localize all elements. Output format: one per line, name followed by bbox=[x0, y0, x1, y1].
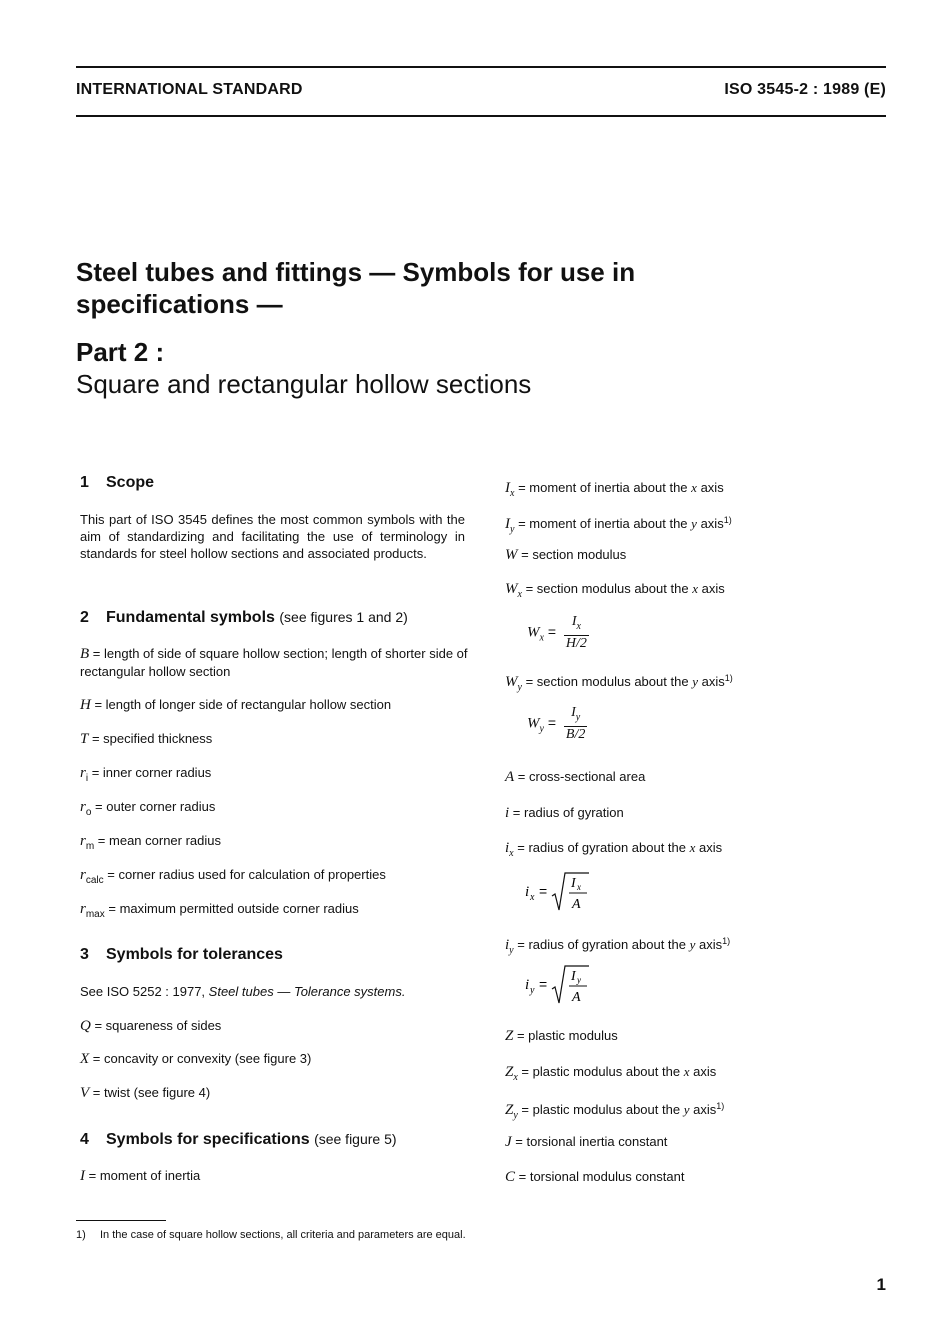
symbol-entry-H: H = length of longer side of rectangular hollow section bbox=[80, 697, 392, 713]
fraction-Ix-over-H2: $\frac{I_x}{H/2}$ bbox=[565, 614, 587, 651]
symbol-entry-X: X = concavity or convexity (see figure 3) bbox=[80, 1051, 312, 1067]
svg-text:=: = bbox=[539, 883, 548, 899]
svg-text:x: x bbox=[530, 892, 535, 903]
section-heading-specifications: 4 Symbols for specifications (see figure 5) bbox=[80, 1131, 397, 1148]
sqrt-formula-iy bbox=[525, 963, 605, 1009]
svg-text:y: y bbox=[577, 975, 581, 985]
scope-text: This part of ISO 3545 defines the most common symbols with the aim of standardizing and facilitating the use of terminology in standards for steel hollow sections and associated products. bbox=[80, 512, 465, 561]
page-number: 1 bbox=[876, 1275, 886, 1294]
symbol-entry-Wx: $W_x$ = section modulus about the x axis bbox=[505, 581, 725, 600]
symbol-entry-Wy: $W_y$ = section modulus about the y axis$^{1)}$ bbox=[505, 673, 733, 693]
symbol-entry-B: B = length of side of square hollow section; length of shorter side of rectangular hollow section bbox=[80, 646, 468, 679]
sqrt-formula-ix bbox=[525, 870, 605, 916]
section-heading-fundamental: 2 Fundamental symbols (see figures 1 and 2) bbox=[80, 609, 408, 626]
part-subtitle: Square and rectangular hollow sections bbox=[76, 369, 532, 399]
symbol-entry-W: W = section modulus bbox=[505, 547, 627, 563]
symbol-entry-ix: $i_x$ = radius of gyration about the x axis bbox=[505, 840, 723, 859]
symbol-entry-T: T = specified thickness bbox=[80, 731, 213, 747]
svg-text:x: x bbox=[577, 882, 581, 892]
formula-Wy: $W_y$ = $\frac{I_y}{B/2}$ bbox=[527, 705, 586, 742]
section-heading-tolerances: 3 Symbols for tolerances bbox=[80, 946, 283, 963]
title-line-2: specifications — bbox=[76, 289, 283, 319]
symbol-entry-ri: $r_i$ = inner corner radius bbox=[80, 765, 212, 784]
svg-text:A: A bbox=[572, 990, 581, 1005]
symbol-entry-ro: $r_o$ = outer corner radius bbox=[80, 799, 216, 818]
symbol-entry-rm: $r_m$ = mean corner radius bbox=[80, 833, 222, 852]
svg-text:=: = bbox=[539, 976, 548, 992]
svg-text:y: y bbox=[530, 985, 535, 996]
footnote-rule bbox=[76, 1220, 166, 1221]
symbol-entry-Zy: $Z_y$ = plastic modulus about the y axis$^{1)}$ bbox=[505, 1101, 725, 1121]
symbol-entry-iy: $i_y$ = radius of gyration about the y axis$^{1)}$ bbox=[505, 936, 731, 956]
symbol-entry-C: C = torsional modulus constant bbox=[505, 1169, 685, 1185]
footnote: 1) In the case of square hollow sections, all criteria and parameters are equal. bbox=[76, 1229, 466, 1241]
symbol-entry-Iy: $I_y$ = moment of inertia about the y axis$^{1)}$ bbox=[505, 515, 732, 535]
header-rule bbox=[76, 115, 886, 117]
svg-text:I: I bbox=[571, 969, 576, 984]
symbol-entry-rmax: $r_{max}$ = maximum permitted outside corner radius bbox=[80, 901, 359, 920]
header-left: INTERNATIONAL STANDARD bbox=[76, 81, 303, 98]
symbol-entry-Z: Z = plastic modulus bbox=[505, 1028, 618, 1044]
header-right: ISO 3545-2 : 1989 (E) bbox=[724, 81, 886, 98]
formula-iy bbox=[525, 963, 605, 1012]
symbol-entry-i: i = radius of gyration bbox=[505, 805, 624, 821]
tolerances-reference: See ISO 5252 : 1977, Steel tubes — Tolerance systems. bbox=[80, 984, 406, 999]
fraction-Iy-over-B2: $\frac{I_y}{B/2}$ bbox=[565, 705, 586, 742]
formula-ix bbox=[525, 870, 605, 919]
symbol-entry-A: A = cross-sectional area bbox=[505, 769, 646, 785]
symbol-entry-rcalc: $r_{calc}$ = corner radius used for calculation of properties bbox=[80, 867, 386, 886]
symbol-entry-Q: Q = squareness of sides bbox=[80, 1018, 222, 1034]
part-label: Part 2 : bbox=[76, 337, 165, 367]
symbol-entry-Ix: $I_x$ = moment of inertia about the x axis bbox=[505, 480, 724, 499]
section-heading-scope: 1 Scope bbox=[80, 474, 155, 491]
document-title bbox=[76, 256, 876, 320]
svg-text:i: i bbox=[525, 977, 530, 993]
symbol-entry-I: I = moment of inertia bbox=[80, 1168, 201, 1184]
formula-Wx: $W_x$ = $\frac{I_x}{H/2}$ bbox=[527, 614, 587, 651]
top-rule bbox=[76, 66, 886, 68]
symbol-entry-V: V = twist (see figure 4) bbox=[80, 1085, 211, 1101]
svg-text:A: A bbox=[572, 897, 581, 912]
svg-text:i: i bbox=[525, 884, 530, 900]
symbol-entry-J: J = torsional inertia constant bbox=[505, 1134, 668, 1150]
title-line-1: Steel tubes and fittings — Symbols for use in bbox=[76, 257, 636, 287]
svg-text:I: I bbox=[571, 876, 576, 891]
symbol-entry-Zx: $Z_x$ = plastic modulus about the x axis bbox=[505, 1064, 717, 1083]
